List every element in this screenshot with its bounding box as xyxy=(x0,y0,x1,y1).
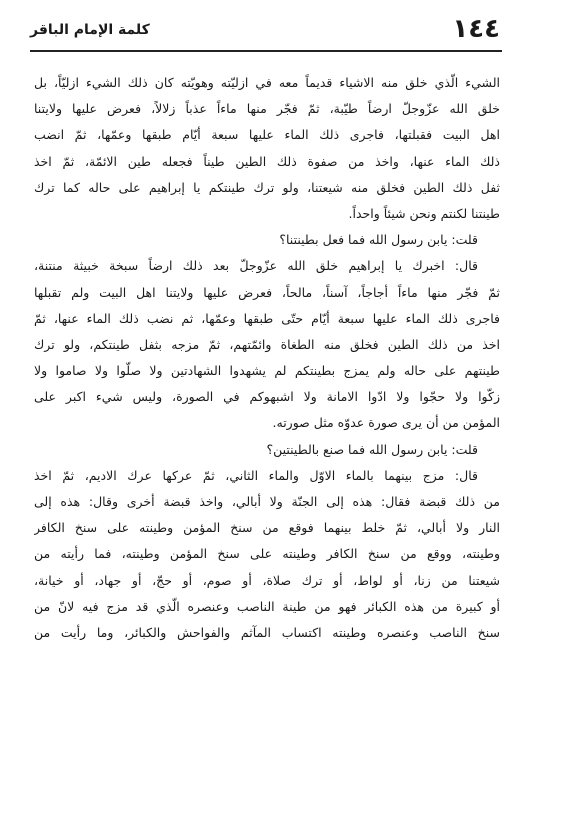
text-line: الشيء الّذي خلق منه الاشياء قديماً معه في ازليّته وهويّته كان ذلك الشيء ازليّاً، بل xyxy=(34,75,500,90)
running-title: كلمة الإمام الباقر xyxy=(30,22,150,38)
text-line: المؤمن من أن يرى صورة عدوّه مثل صورته. xyxy=(272,415,500,431)
text-line: ثمّ فجّر منها ماءاً أجاجاً، آسناً، مالحاً، فعرض عليها ولايتنا اهل البيت ولم تقبلها xyxy=(34,284,500,300)
body-text xyxy=(34,70,500,646)
paragraph xyxy=(34,463,500,646)
text-line: اخذ من ذلك الطين فخلق منه الطغاة وائمّتهم، ثمّ مزجه بثفل طينتكم، ولو ترك xyxy=(34,336,500,352)
text-line: ذلك الماء عنها، واخذ من صفوة ذلك الطين طيناً فجعله طين الائمّة، ثمّ اخذ xyxy=(34,153,500,169)
paragraph xyxy=(34,70,500,227)
text-line: قلت: يابن رسول الله فما صنع بالطينتين؟ xyxy=(266,441,478,457)
text-line: قال: اخبرك يا إبراهيم خلق الله عزّوجلّ بعد ذلك ارضاً سبخة خبيثة منتنة، xyxy=(34,258,478,274)
text-line: سنخ الناصب وعنصره وطينته اكتساب المآثم والفواحش والكبائر، وما رأيت من xyxy=(34,624,500,640)
text-line: من ذلك قبضة فقال: هذه إلى الجنّة ولا أبالي، واخذ قبضة أخرى وقال: هذه إلى xyxy=(34,494,500,509)
paragraph xyxy=(34,253,500,436)
text-line: طينتهم على حاله ولم يمزج بطينتكم لم يشهدوا الشهادتين ولا صلّوا ولا صاموا ولا xyxy=(34,363,500,379)
text-line: زكّوا ولا حجّوا ولا ادّوا الامانة ولا اشبهوكم في الصورة، وليس شيء اكبر على xyxy=(34,389,500,405)
text-line: ثفل ذلك الطين فخلق منه شيعتنا، ولو ترك طينتكم يا إبراهيم على حاله كما ترك xyxy=(34,179,500,195)
text-line: النار ولا أبالي، ثمّ خلط بينهما فوقع من سنخ المؤمن وطينته على سنخ الكافر xyxy=(34,520,500,536)
page-header xyxy=(30,12,500,46)
text-line: فاجرى ذلك الماء عليها سبعة أيّام حتّى طبقها وعمّها، ثم نضب ذلك الماء عنها، ثمّ xyxy=(34,310,500,326)
text-line: اهل البيت فقبلتها، فاجرى ذلك الماء عليها سبعة أيّام طبقها وعمّها، ثمّ انضب xyxy=(34,127,500,143)
text-line: شيعتنا من زنا، أو لواط، أو ترك صلاة، أو صوم، أو حجّ، أو جهاد، أو خيانة، xyxy=(34,572,500,588)
text-line: طينتنا لكنتم ونحن شيئاً واحداً. xyxy=(348,205,500,221)
text-line: خلق الله عزّوجلّ ارضاً طيّبة، ثمّ فجّر منها ماءاً عذباً زلالاً، فعرض عليها ولايتنا xyxy=(34,101,500,117)
text-line: أو كبيرة من هذه الكبائر فهو من طينة الناصب وعنصره الّذي قد مزج فيه لانّ من xyxy=(34,598,500,614)
page-number: ١٤٤ xyxy=(452,14,500,44)
paragraph xyxy=(34,227,500,253)
text-line: قال: مزج بينهما بالماء الاوّل والماء الثاني، ثمّ عركها عرك الاديم، ثمّ اخذ xyxy=(34,467,478,483)
paragraph xyxy=(34,437,500,463)
header-rule xyxy=(30,50,502,52)
text-line: وطينته، ووقع من سنخ الكافر وطينته على سنخ المؤمن وطينته، فما رأيته من xyxy=(34,546,500,562)
text-line: قلت: يابن رسول الله فما فعل بطينتنا؟ xyxy=(279,232,478,248)
